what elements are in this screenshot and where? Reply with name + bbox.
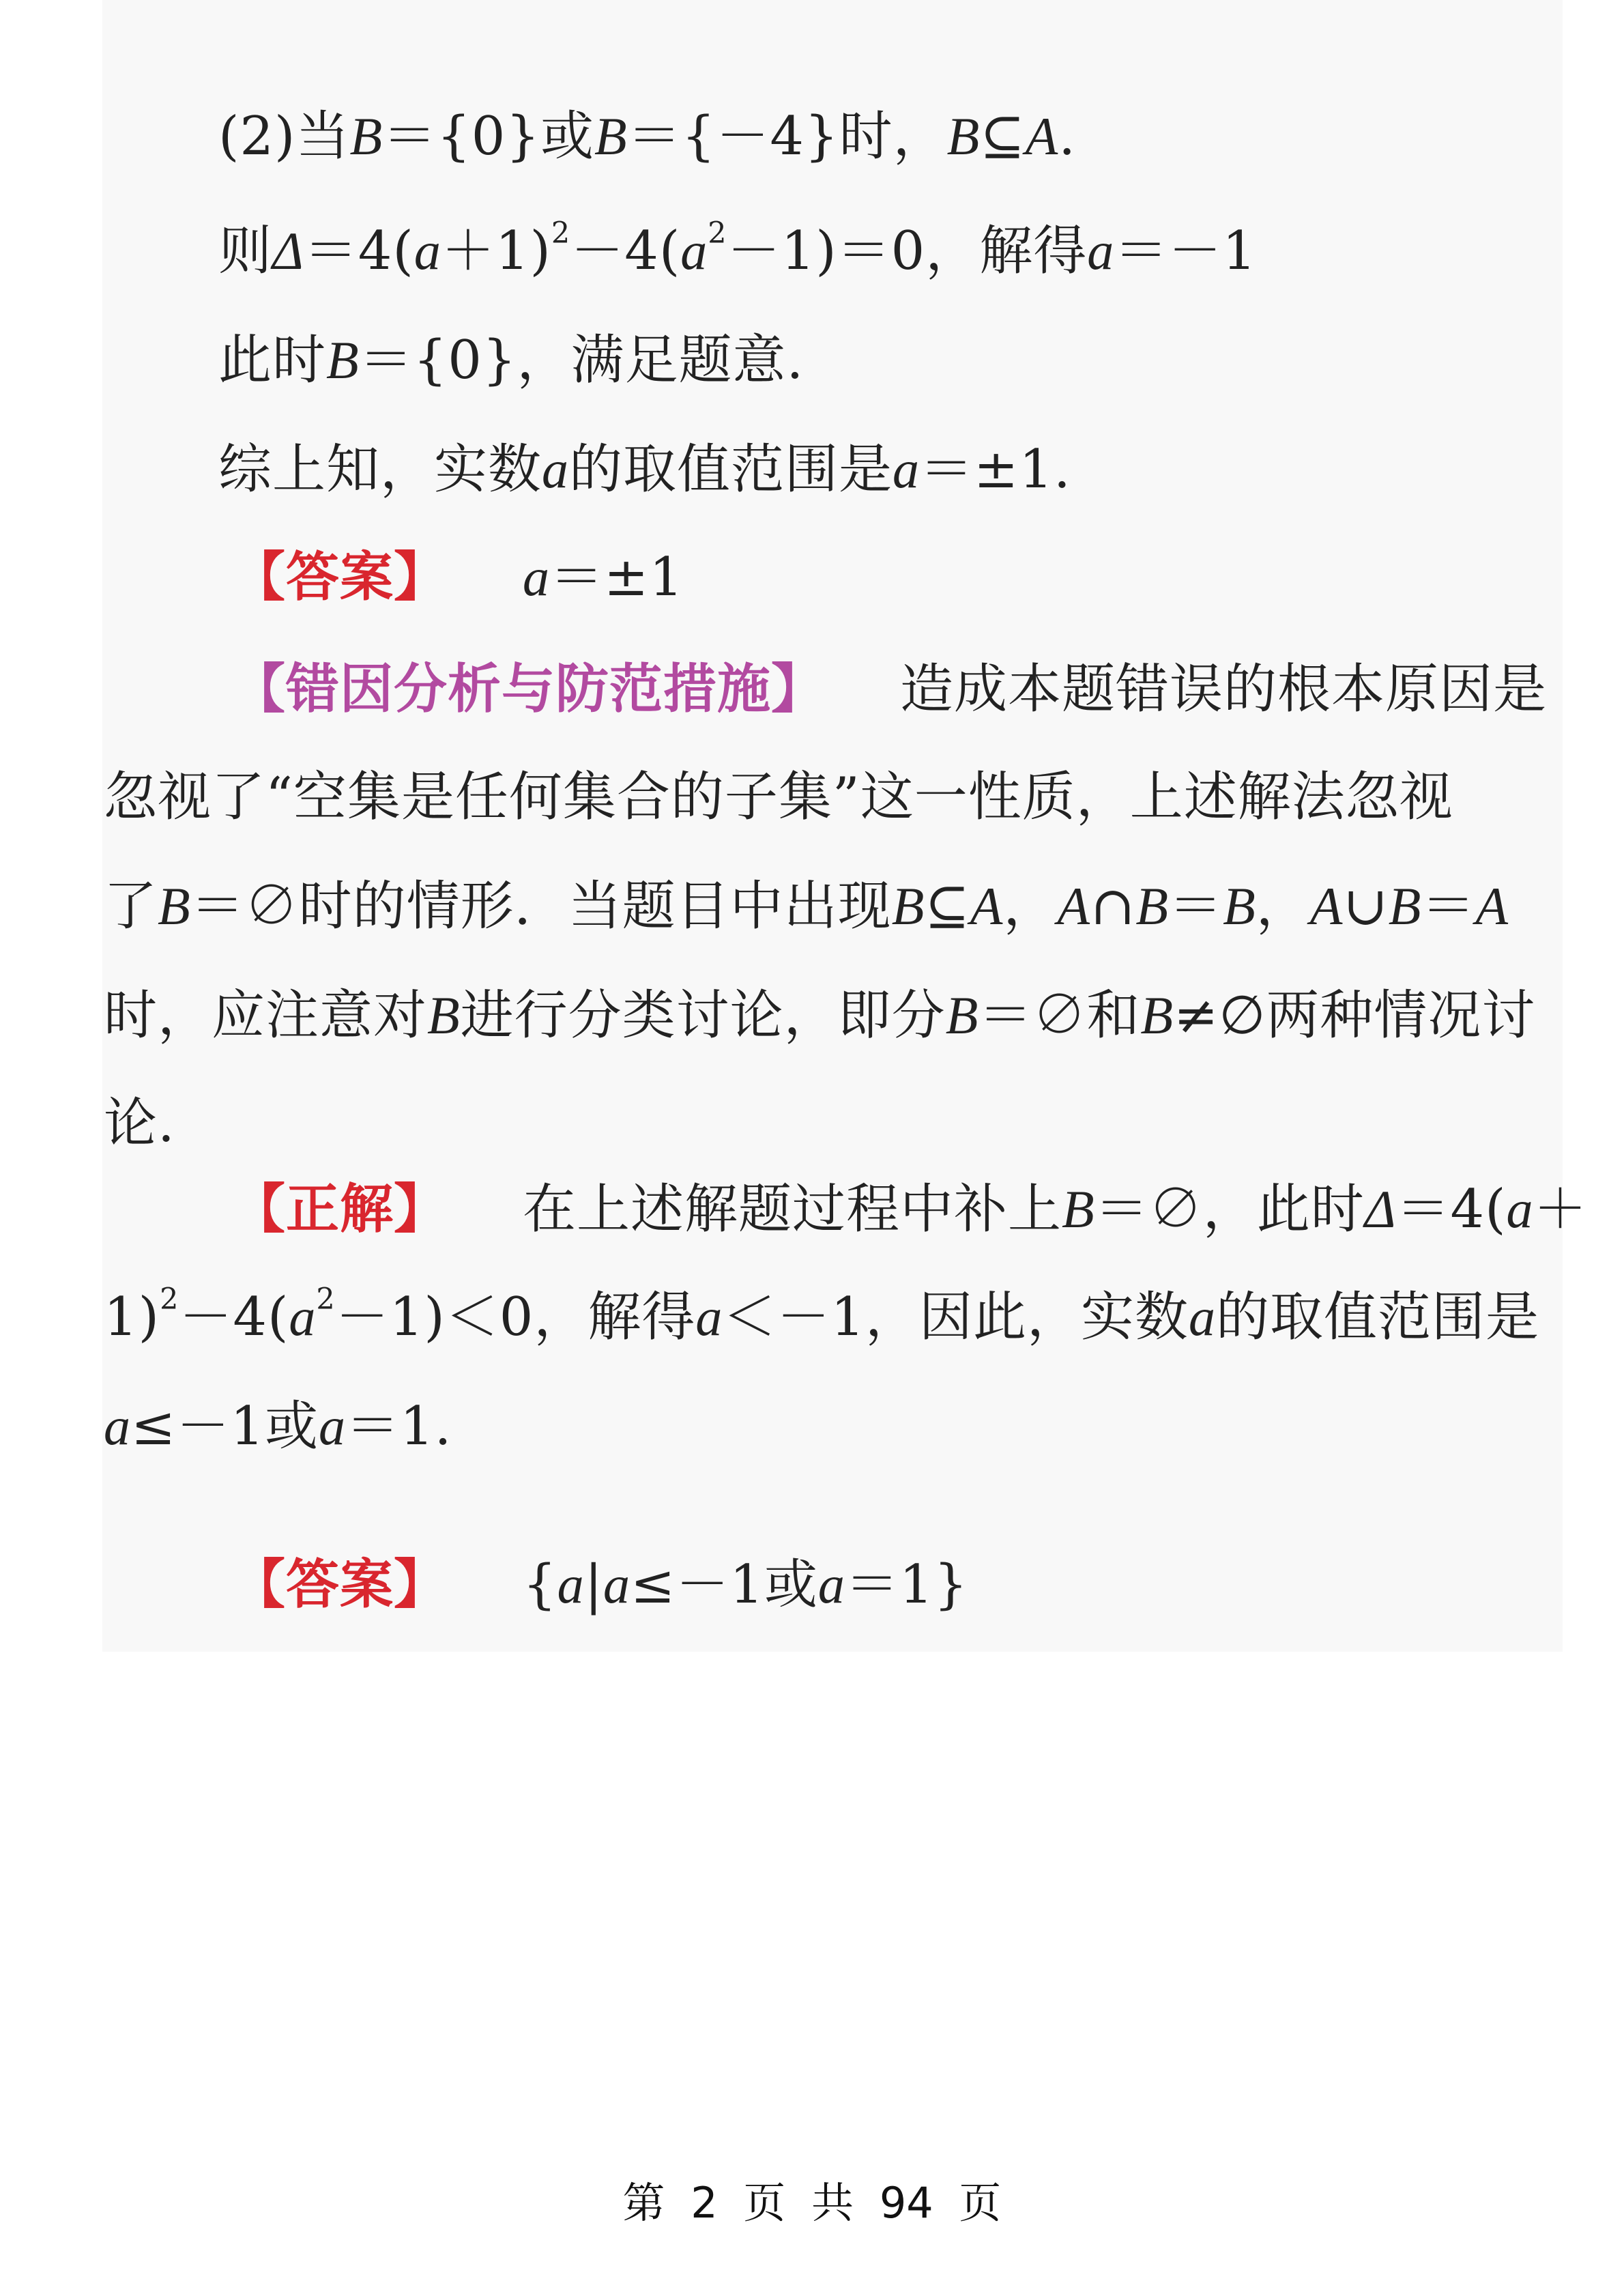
var-a-set: A	[970, 876, 1004, 936]
var-a-set: A	[1057, 876, 1091, 936]
text: 则	[218, 220, 273, 282]
page-number: 第 2 页 共 94 页	[622, 2178, 1002, 2228]
var-a-set: A	[1025, 106, 1059, 166]
exponent: 2	[551, 216, 571, 250]
text: －1)＝0，解得	[727, 220, 1088, 282]
text: ＜－1，因此，实数	[723, 1287, 1189, 1348]
text: ＝±1	[550, 547, 684, 608]
delta-symbol: Δ	[272, 221, 304, 281]
text: |	[584, 1554, 603, 1616]
var-a: a	[523, 547, 551, 607]
var-b: B	[1223, 876, 1256, 936]
text: ，	[1256, 876, 1310, 937]
correct-solution-tag: 【正解】	[232, 1179, 448, 1240]
var-b: B	[891, 876, 925, 936]
text: 的取值范围是	[569, 439, 893, 500]
line-answer-2	[232, 1551, 968, 1619]
var-a: a	[695, 1287, 723, 1347]
var-a: a	[414, 221, 441, 281]
text: 综上知，实数	[218, 439, 542, 500]
var-b: B	[326, 330, 360, 390]
var-a: a	[893, 440, 920, 499]
text: .	[1058, 106, 1077, 167]
var-a: a	[557, 1555, 585, 1614]
var-b: B	[1140, 986, 1174, 1045]
text: ＋1)	[441, 220, 551, 282]
var-a-set: A	[1475, 876, 1509, 936]
var-b: B	[349, 106, 383, 166]
var-a: a	[603, 1555, 630, 1614]
line-solution-2	[104, 1283, 1539, 1351]
subset-symbol: ⊆	[980, 106, 1026, 167]
text: 进行分类讨论，即分	[460, 985, 946, 1046]
text: ＝{0}，满足题意.	[359, 330, 804, 391]
line-solution-3	[104, 1392, 452, 1461]
text: {	[523, 1554, 557, 1616]
line-answer-1	[232, 543, 684, 612]
text: ＝	[1421, 876, 1476, 937]
text: ≤－1或	[131, 1396, 319, 1457]
text: 的取值范围是	[1216, 1287, 1540, 1348]
exponent: 2	[316, 1282, 336, 1317]
var-a-set: A	[1309, 876, 1344, 936]
text: 忽视了“空集是任何集合的子集”这一性质，上述解法忽视	[104, 766, 1453, 828]
text: 在上述解题过程中补上	[523, 1179, 1062, 1240]
text: 论.	[104, 1093, 175, 1154]
text: ＝4(	[1396, 1179, 1507, 1240]
var-b: B	[158, 876, 191, 936]
line-error-analysis	[232, 655, 1547, 723]
text: －4(	[570, 220, 681, 282]
text: ＝1.	[345, 1396, 452, 1457]
var-b: B	[1135, 876, 1170, 936]
text: ＝	[1169, 876, 1223, 937]
line-discriminant	[218, 217, 1257, 285]
text: ＝1}	[845, 1554, 969, 1616]
text: ＝∅，此时	[1094, 1179, 1365, 1240]
exponent: 2	[160, 1282, 179, 1317]
text: ＝{0}或	[383, 106, 595, 167]
line-case-2	[218, 102, 1076, 171]
union-symbol: ∪	[1343, 876, 1389, 937]
text: ≠∅两种情况讨	[1174, 985, 1536, 1046]
var-a: a	[289, 1287, 317, 1347]
var-b: B	[945, 986, 979, 1045]
line-paragraph-2	[104, 763, 1453, 831]
line-correct-solution	[232, 1175, 1588, 1244]
answer-tag: 【答案】	[232, 547, 448, 608]
text: ＝4(	[304, 220, 414, 282]
var-b: B	[594, 106, 628, 166]
text: ＝±1.	[920, 439, 1071, 500]
var-a: a	[817, 1555, 845, 1614]
text: 造成本题错误的根本原因是	[900, 659, 1548, 720]
line-paragraph-5	[104, 1089, 175, 1158]
text: ＝∅时的情形．当题目中出现	[190, 876, 892, 937]
line-check	[218, 326, 804, 394]
var-a: a	[104, 1396, 131, 1456]
line-summary	[218, 435, 1071, 504]
var-a: a	[318, 1396, 346, 1456]
subset-symbol: ⊆	[925, 876, 970, 937]
answer-tag: 【答案】	[232, 1554, 448, 1616]
text: ＝∅和	[978, 985, 1141, 1046]
error-analysis-tag: 【错因分析与防范措施】	[232, 659, 826, 720]
text: (2)当	[218, 106, 350, 167]
text: 此时	[218, 330, 327, 391]
exponent: 2	[708, 216, 727, 250]
delta-symbol: Δ	[1364, 1179, 1397, 1239]
var-b: B	[1388, 876, 1422, 936]
var-b: B	[427, 986, 461, 1045]
text: ≤－1或	[630, 1554, 818, 1616]
text: 1)	[104, 1287, 160, 1348]
var-a: a	[542, 440, 570, 499]
var-a: a	[680, 221, 708, 281]
var-a: a	[1087, 221, 1115, 281]
text: －4(	[179, 1287, 289, 1348]
var-a: a	[1506, 1179, 1534, 1239]
var-b: B	[1062, 1179, 1095, 1239]
var-b: B	[946, 106, 981, 166]
text: ＋	[1533, 1179, 1588, 1240]
var-a: a	[1189, 1287, 1217, 1347]
text: 时，应注意对	[104, 985, 428, 1046]
text: ＝－1	[1114, 220, 1257, 282]
text: 了	[104, 876, 158, 937]
text: ，	[1003, 876, 1058, 937]
line-paragraph-4	[104, 981, 1535, 1050]
intersection-symbol: ∩	[1090, 876, 1136, 937]
text: －1)＜0，解得	[335, 1287, 696, 1348]
text: ＝{－4}时，	[627, 106, 947, 167]
line-paragraph-3	[104, 872, 1509, 941]
